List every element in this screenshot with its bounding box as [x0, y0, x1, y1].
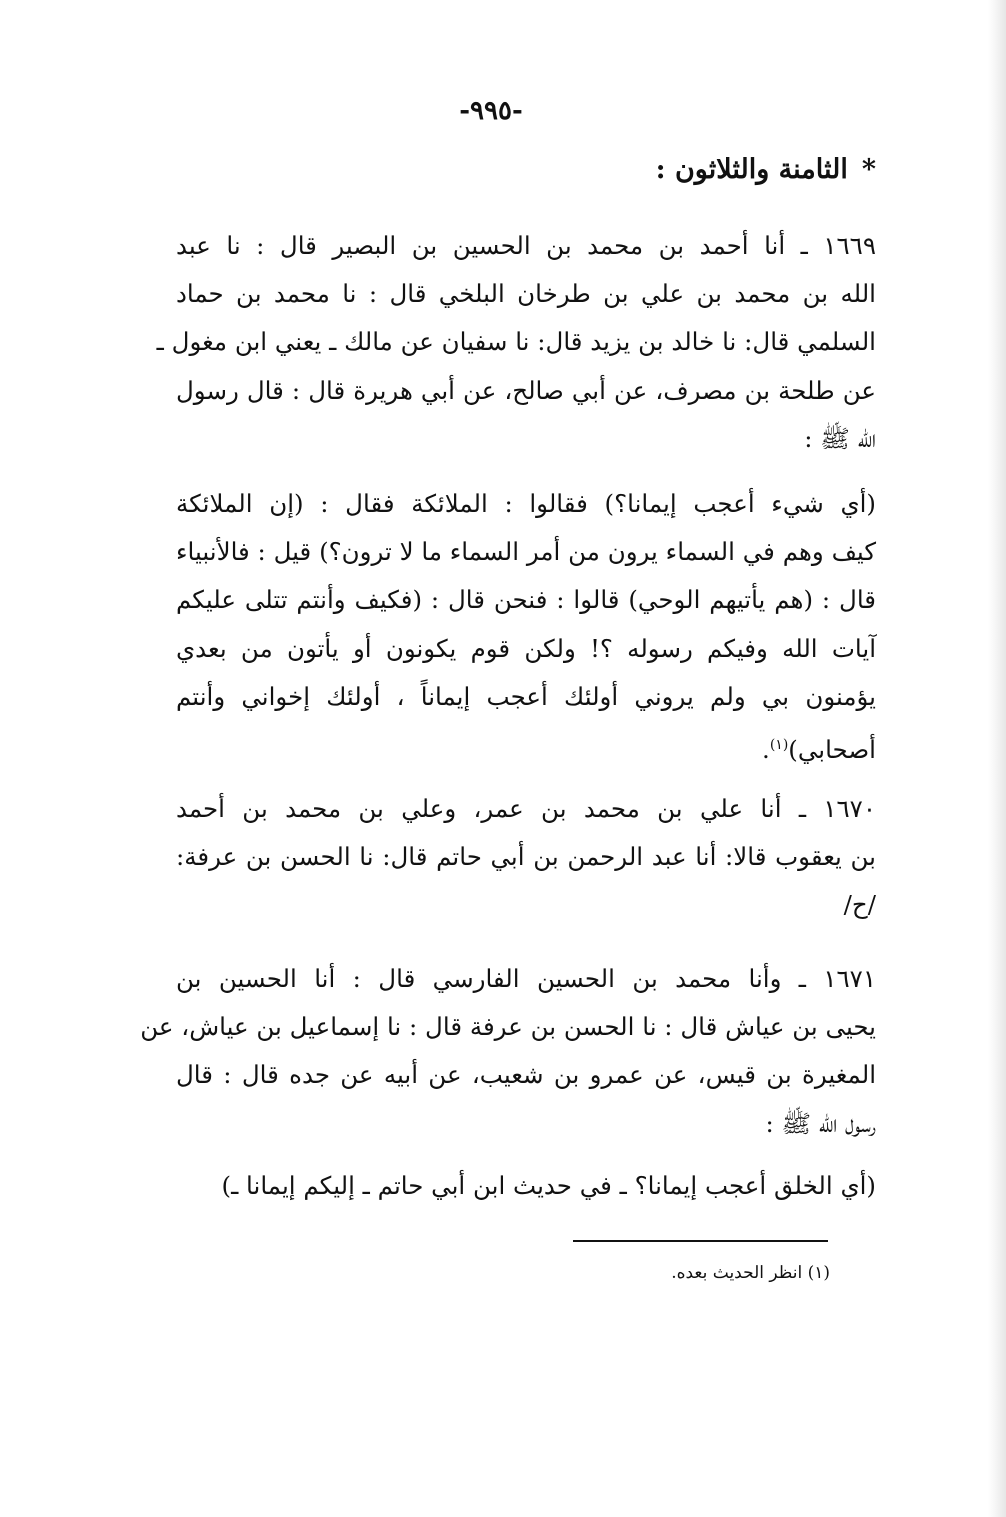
hadith-1671-text: [176, 1162, 876, 1210]
text-line: قال : (هم يأتيهم الوحي) قالوا : فنحن قال : (فكيف وأنتم تتلى عليكم: [176, 585, 876, 615]
line-period: .: [762, 735, 770, 765]
footnote-reference: (١): [769, 736, 789, 753]
text-line: الله بن محمد بن علي بن طرخان البلخي قال : نا محمد بن حماد: [176, 279, 876, 309]
text-line: يحيى بن عياش قال : نا الحسن بن عرفة قال : نا إسماعيل بن عياش، عن: [140, 1012, 876, 1042]
section-heading: [656, 154, 876, 185]
text-line: ١٦٧١ ـ وأنا محمد بن الحسين الفارسي قال : أنا الحسين بن: [176, 964, 876, 993]
text-line: (أي شيء أعجب إيمانا؟) فقالوا : الملائكة فقال : (إن الملائكة: [176, 489, 876, 518]
text-line: رسول الله ﷺ :: [765, 1108, 876, 1138]
section-star: *: [861, 154, 876, 185]
footnote-text: انظر الحديث بعده.: [671, 1263, 803, 1283]
text-line: السلمي قال: نا خالد بن يزيد قال: نا سفيان عن مالك ـ يعني ابن مغول ـ: [156, 327, 876, 357]
section-title: الثامنة والثلاثون :: [655, 154, 848, 185]
text-line: ١٦٧٠ ـ أنا علي بن محمد بن عمر، وعلي بن محمد بن أحمد: [176, 794, 876, 823]
text-line: الله ﷺ :: [804, 423, 876, 453]
hadith-1670-chain: [176, 785, 876, 930]
text-line: /ح/: [843, 890, 876, 920]
footnote: [671, 1263, 830, 1283]
text-line: ١٦٦٩ ـ أنا أحمد بن محمد بن الحسين بن البصير قال : نا عبد: [176, 231, 876, 260]
text-line: كيف وهم في السماء يرون من أمر السماء ما لا ترون؟) قيل : فالأنبياء: [176, 537, 876, 567]
text-line: المغيرة بن قيس، عن عمرو بن شعيب، عن أبيه عن جده قال : قال: [176, 1060, 876, 1090]
footnote-number: (١): [807, 1263, 830, 1283]
text-line-end: أصحابي): [788, 735, 876, 765]
text-line: [176, 721, 876, 769]
text-line: (أي الخلق أعجب إيمانا؟ ـ في حديث ابن أبي حاتم ـ إليكم إيمانا ـ): [221, 1171, 876, 1200]
footnote-separator: [573, 1240, 828, 1242]
hadith-1669-chain: [156, 222, 876, 463]
text-line: بن يعقوب قالا: أنا عبد الرحمن بن أبي حاتم قال: نا الحسن بن عرفة:: [176, 842, 876, 872]
hadith-1671-chain: [140, 955, 876, 1148]
text-line: يؤمنون بي ولم يروني أولئك أعجب إيماناً ، أولئك إخواني وأنتم: [176, 681, 876, 711]
page-edge-shadow: [988, 0, 1006, 1517]
text-line: عن طلحة بن مصرف، عن أبي صالح، عن أبي هريرة قال : قال رسول: [176, 375, 876, 405]
text-line: آيات الله وفيكم رسوله ؟! ولكن قوم يكونون أو يأتون من بعدي: [176, 633, 876, 663]
hadith-1669-text: [176, 480, 876, 769]
page-number: -٩٩٥-: [459, 96, 523, 126]
